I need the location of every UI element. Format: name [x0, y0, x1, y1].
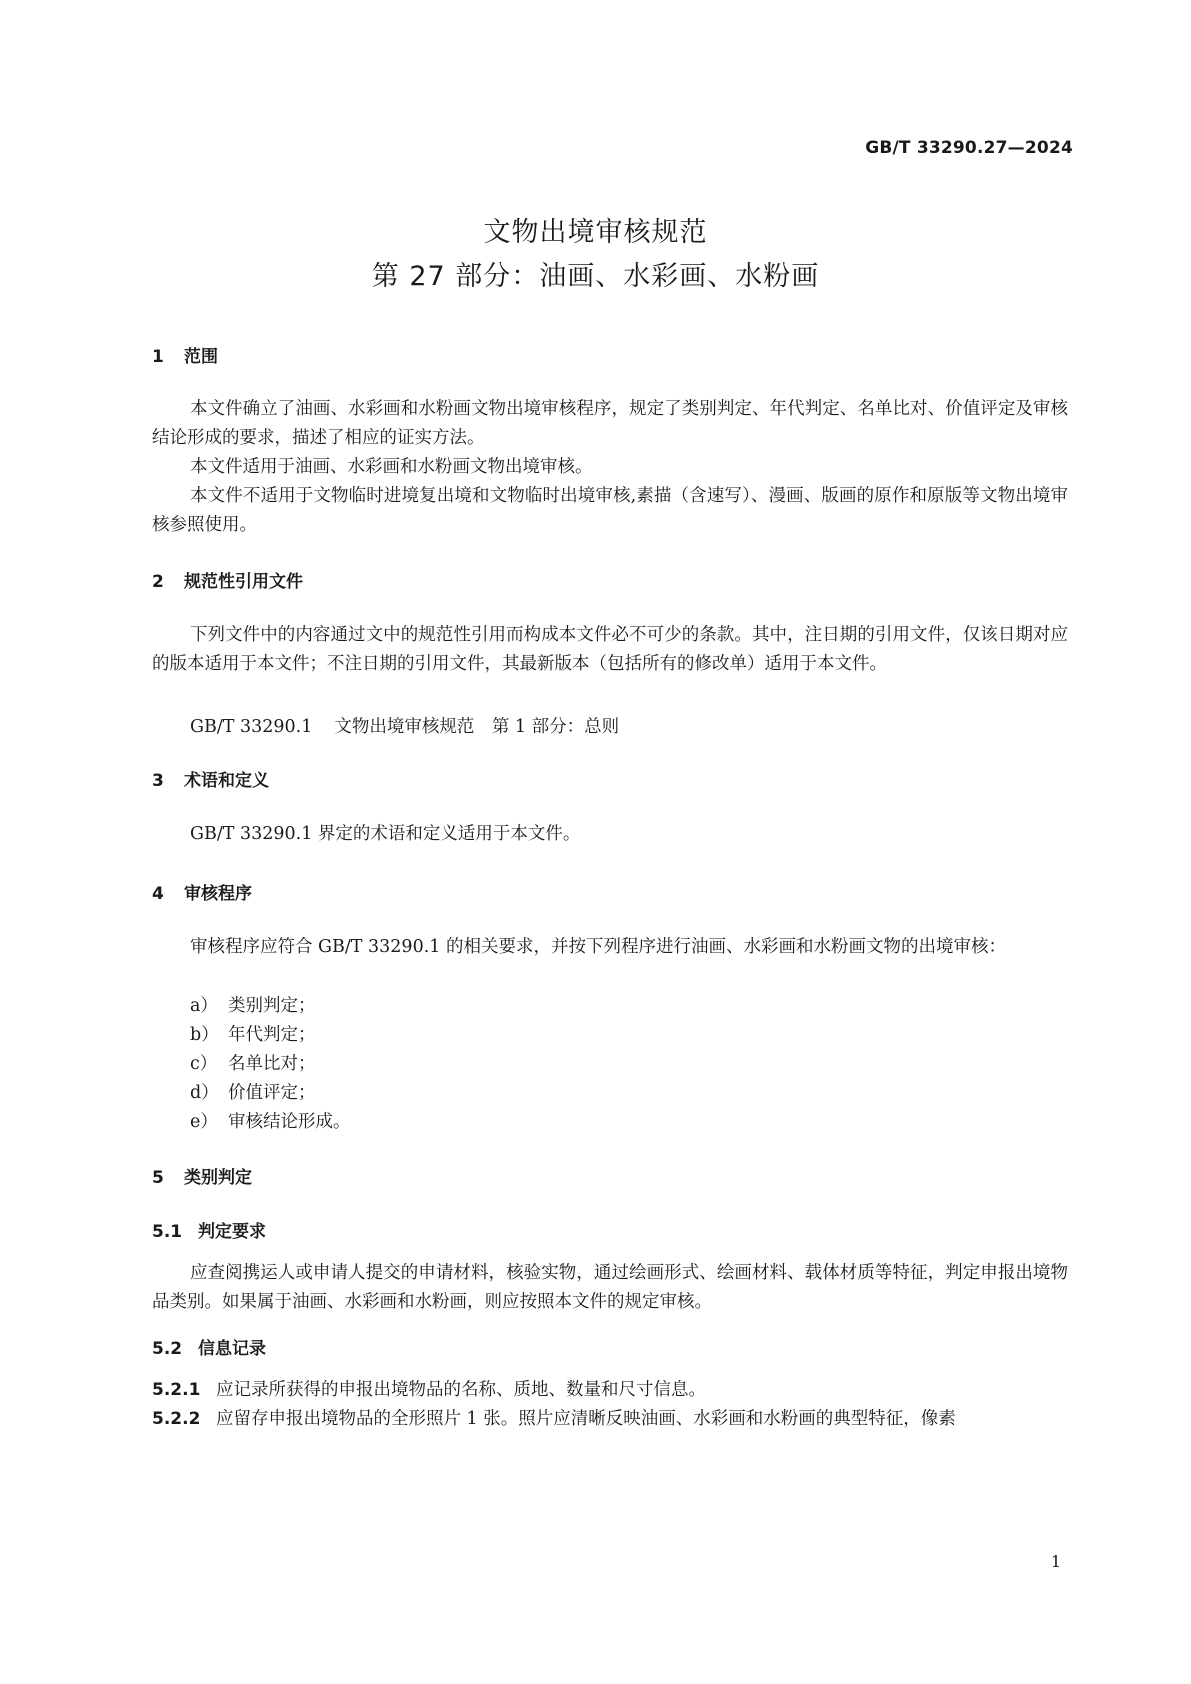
- section-title: 类别判定: [184, 1168, 252, 1188]
- subsection-title: 判定要求: [198, 1222, 266, 1242]
- section-2-heading: [152, 567, 303, 592]
- clause-5-2-2: [152, 1405, 956, 1430]
- section-5-1-paragraph-1: 应查阅携运人或申请人提交的申请材料，核验实物，通过绘画形式、绘画材料、载体材质等特征，判定申报出境物品类别。如果属于油画、水彩画和水粉画，则应按照本文件的规定审核。: [152, 1263, 1068, 1312]
- clause-number: 5.2.1: [152, 1380, 201, 1400]
- document-code: GB/T 33290.27—2024: [865, 138, 1073, 158]
- section-3-heading: [152, 766, 269, 791]
- section-title: 术语和定义: [184, 771, 269, 791]
- normative-reference: [190, 713, 619, 738]
- document-subtitle: 第 27 部分：油画、水彩画、水粉画: [371, 261, 820, 292]
- subsection-number: 5.2: [152, 1339, 183, 1359]
- section-4-heading: [152, 879, 252, 904]
- section-1-paragraph-1: 本文件确立了油画、水彩画和水粉画文物出境审核程序，规定了类别判定、年代判定、名单比对、价值评定及审核结论形成的要求，描述了相应的证实方法。: [152, 399, 1068, 448]
- section-5-1-heading: [152, 1217, 266, 1242]
- list-item: b） 年代判定；: [190, 1025, 316, 1045]
- list-item: d） 价值评定；: [190, 1083, 316, 1103]
- clause-text: 应记录所获得的申报出境物品的名称、质地、数量和尺寸信息。: [216, 1380, 706, 1400]
- section-1-heading: [152, 342, 218, 367]
- section-number: 1: [152, 347, 164, 367]
- section-5-heading: [152, 1163, 252, 1188]
- subsection-title: 信息记录: [198, 1339, 266, 1359]
- clause-text: 应留存申报出境物品的全形照片 1 张。照片应清晰反映油画、水彩画和水粉画的典型特征，像素: [216, 1409, 956, 1429]
- section-1-paragraph-2: 本文件适用于油画、水彩画和水粉画文物出境审核。: [190, 457, 593, 477]
- list-item: a） 类别判定；: [190, 996, 316, 1016]
- list-item: c） 名单比对；: [190, 1054, 316, 1074]
- subsection-number: 5.1: [152, 1222, 183, 1242]
- document-title: 文物出境审核规范: [483, 217, 708, 248]
- section-3-paragraph-1: GB/T 33290.1 界定的术语和定义适用于本文件。: [190, 824, 581, 844]
- section-title: 规范性引用文件: [184, 572, 303, 592]
- section-2-paragraph-1: 下列文件中的内容通过文中的规范性引用而构成本文件必不可少的条款。其中，注日期的引用文件，仅该日期对应的版本适用于本文件；不注日期的引用文件，其最新版本（包括所有的修改单）适用于本文件。: [152, 625, 1068, 674]
- section-5-2-heading: [152, 1334, 266, 1359]
- section-1-paragraph-3: 本文件不适用于文物临时进境复出境和文物临时出境审核,素描（含速写）、漫画、版画的原作和原版等文物出境审核参照使用。: [152, 486, 1068, 535]
- section-title: 审核程序: [184, 884, 252, 904]
- clause-number: 5.2.2: [152, 1409, 201, 1429]
- clause-5-2-1: [152, 1376, 706, 1401]
- section-number: 5: [152, 1168, 164, 1188]
- section-number: 2: [152, 572, 164, 592]
- reference-title: 文物出境审核规范 第 1 部分：总则: [334, 717, 620, 737]
- reference-code: GB/T 33290.1: [190, 717, 313, 737]
- list-item: e） 审核结论形成。: [190, 1112, 351, 1132]
- section-4-paragraph-1: 审核程序应符合 GB/T 33290.1 的相关要求，并按下列程序进行油画、水彩画和水粉画文物的出境审核：: [190, 937, 1006, 957]
- section-number: 3: [152, 771, 164, 791]
- section-title: 范围: [184, 347, 218, 367]
- section-number: 4: [152, 884, 164, 904]
- page-number: 1: [1050, 1552, 1061, 1571]
